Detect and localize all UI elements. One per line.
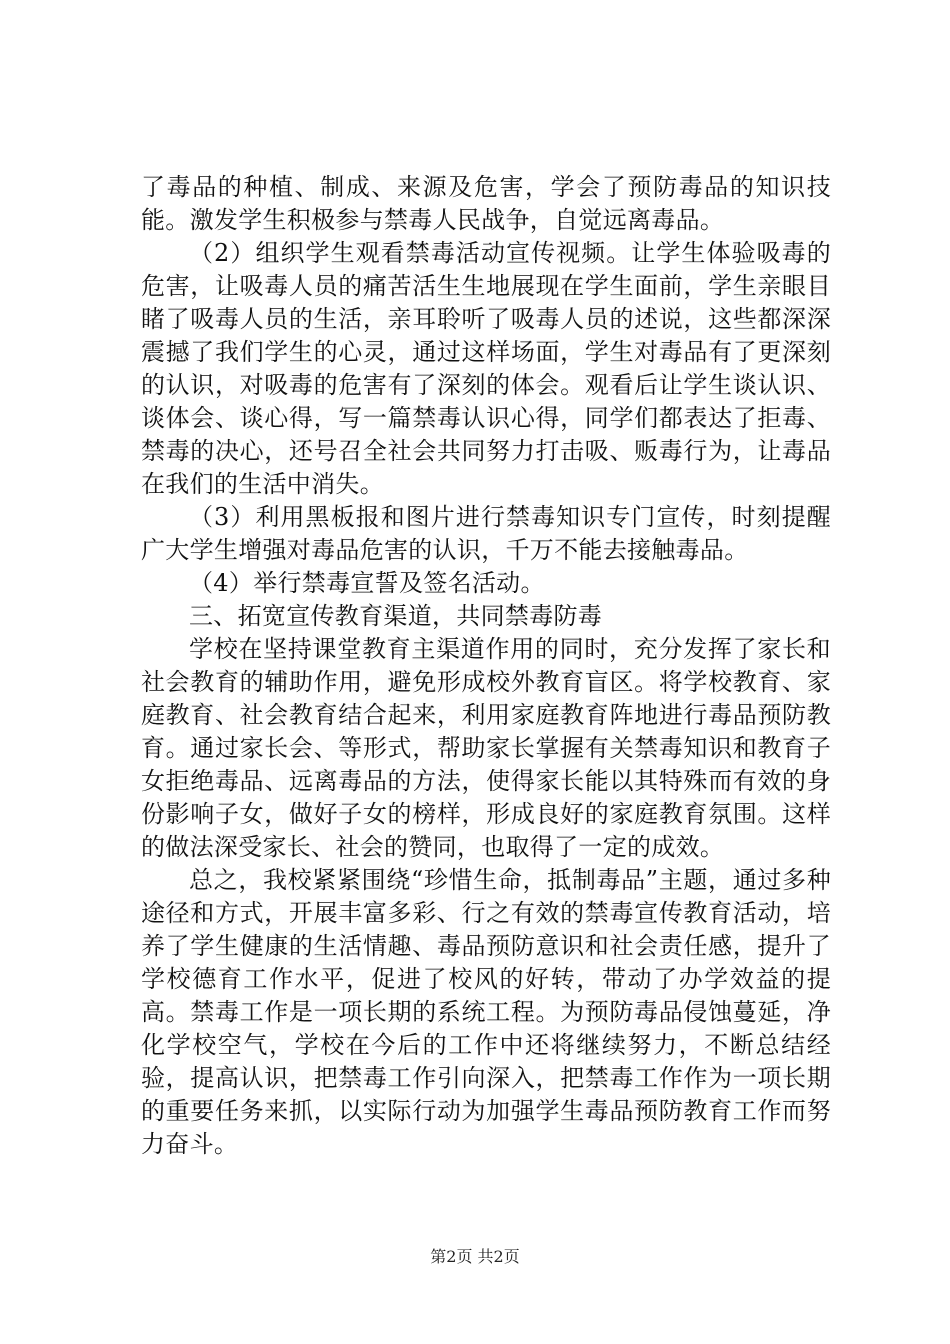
page-number-footer: 第2页 共2页 [430, 1247, 520, 1266]
document-body [141, 171, 831, 1161]
paragraph-conclusion: 总之，我校紧紧围绕“珍惜生命，抵制毒品”主题，通过多种途径和方式，开展丰富多彩、行之有效的禁毒宣传教育活动，培养了学生健康的生活情趣、毒品预防意识和社会责任感，提升了学校德育工作水平，促进了校风的好转，带动了办学效益的提高。禁毒工作是一项长期的系统工程。为预防毒品侵蚀蔓延，净化学校空气，学校在今后的工作中还将继续努力，不断总结经验，提高认识，把禁毒工作引向深入，把禁毒工作作为一项长期的重要任务来抓，以实际行动为加强学生毒品预防教育工作而努力奋斗。 [141, 866, 831, 1158]
section-heading: 三、拓宽宣传教育渠道，共同禁毒防毒 [189, 602, 603, 630]
paragraph-item-2: （2）组织学生观看禁毒活动宣传视频。让学生体验吸毒的危害，让吸毒人员的痛苦活生生地展现在学生面前，学生亲眼目睹了吸毒人员的生活，亲耳聆听了吸毒人员的述说，这些都深深震撼了我们学生的心灵，通过这样场面，学生对毒品有了更深刻的认识，对吸毒的危害有了深刻的体会。观看后让学生谈认识、谈体会、谈心得，写一篇禁毒认识心得，同学们都表达了拒毒、禁毒的决心，还号召全社会共同努力打击吸、贩毒行为，让毒品在我们的生活中消失。 [141, 239, 831, 498]
paragraph-item-4: （4）举行禁毒宣誓及签名活动。 [189, 569, 545, 597]
paragraph-continuation: 了毒品的种植、制成、来源及危害，学会了预防毒品的知识技能。激发学生积极参与禁毒人民战争，自觉远离毒品。 [141, 173, 831, 234]
paragraph-item-3: （3）利用黑板报和图片进行禁毒知识专门宣传，时刻提醒广大学生增强对毒品危害的认识，千万不能去接触毒品。 [141, 503, 831, 564]
paragraph-section-three: 学校在坚持课堂教育主渠道作用的同时，充分发挥了家长和社会教育的辅助作用，避免形成校外教育盲区。将学校教育、家庭教育、社会教育结合起来，利用家庭教育阵地进行毒品预防教育。通过家长会、等形式，帮助家长掌握有关禁毒知识和教育子女拒绝毒品、远离毒品的方法，使得家长能以其特殊而有效的身份影响子女，做好子女的榜样，形成良好的家庭教育氛围。这样的做法深受家长、社会的赞同，也取得了一定的成效。 [141, 635, 831, 861]
